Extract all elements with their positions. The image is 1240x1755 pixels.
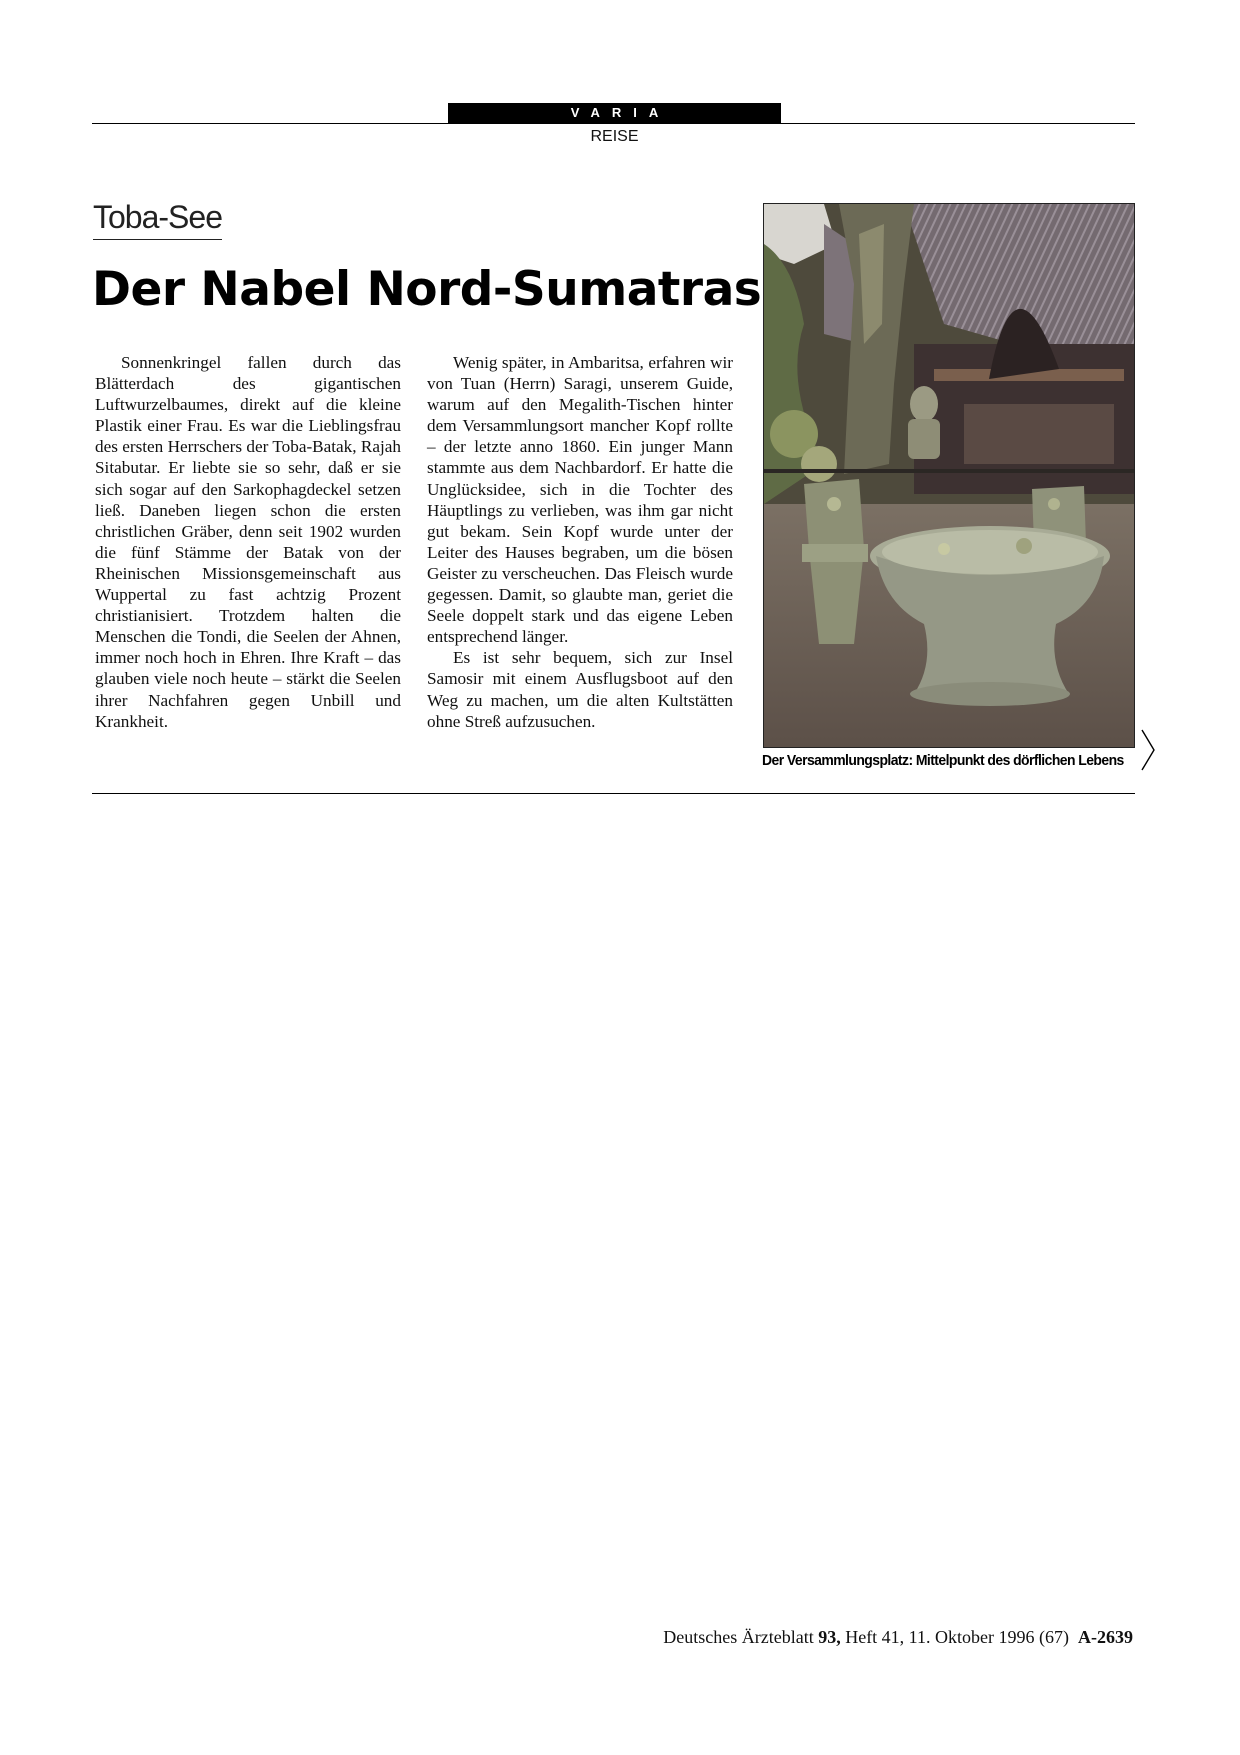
page-footer	[663, 1627, 1133, 1648]
header-rule	[92, 123, 1135, 124]
article-photo	[763, 203, 1135, 748]
text-column-1	[95, 352, 401, 732]
village-photo-illustration	[764, 204, 1135, 748]
journal-name: Deutsches Ärzteblatt	[663, 1627, 814, 1647]
article-kicker: Toba-See	[93, 198, 222, 240]
paragraph: Es ist sehr bequem, sich zur Insel Samosir mit einem Ausflugsboot auf den Weg zu machen, um die alten Kultstätten ohne Streß aufzusuchen.	[427, 648, 733, 731]
article-bottom-rule	[92, 793, 1135, 794]
caption-arrow-icon	[1140, 728, 1156, 772]
subsection-label: REISE	[590, 128, 639, 145]
text-column-2	[427, 352, 733, 732]
page-number: A-2639	[1078, 1627, 1133, 1647]
paragraph: Wenig später, in Ambaritsa, erfahren wir von Tuan (Herrn) Saragi, unserem Guide, warum auf den Megalith-Tischen hinter dem Versammlungsort mancher Kopf rollte – der letzte anno 1860. Ein junger Mann stammte aus dem Nachbardorf. Er hatte die Unglücksidee, sich in die Tochter des Häuptlings zu verlieben, was ihm gar nicht gut bekam. Sein Kopf wurde unter der Leiter des Hauses begraben, um die bösen Geister zu verscheuchen. Das Fleisch wurde gegessen. Damit, so glaubte man, geriet die Seele doppelt stark und das eigene Leben entsprechend länger.	[427, 353, 733, 647]
issue-date: Heft 41, 11. Oktober 1996 (67)	[845, 1627, 1069, 1647]
article-headline: Der Nabel Nord-Sumatras	[92, 262, 762, 317]
section-label: VARIA	[448, 103, 781, 123]
photo-caption: Der Versammlungsplatz: Mittelpunkt des dörflichen Lebens	[762, 752, 1124, 769]
journal-volume: 93,	[818, 1627, 841, 1647]
paragraph: Sonnenkringel fallen durch das Blätterdach des gigantischen Luftwurzelbaumes, direkt auf die kleine Plastik einer Frau. Es war die Lieblingsfrau des ersten Herrschers der Toba-Batak, Rajah Sitabutar. Er liebte sie so sehr, daß er sie sich sogar auf den Sarkophagdeckel setzen ließ. Daneben liegen schon die ersten christlichen Gräber, denn seit 1902 wurden die fünf Stämme der Batak von der Rheinischen Missionsgemeinschaft aus Wuppertal zu fast achtzig Prozent christianisiert. Trotzdem halten die Menschen die Tondi, die Seelen der Ahnen, immer noch hoch in Ehren. Ihre Kraft – das glauben viele noch heute – stärkt die Seelen ihrer Nachfahren gegen Unbill und Krankheit.	[95, 353, 401, 731]
